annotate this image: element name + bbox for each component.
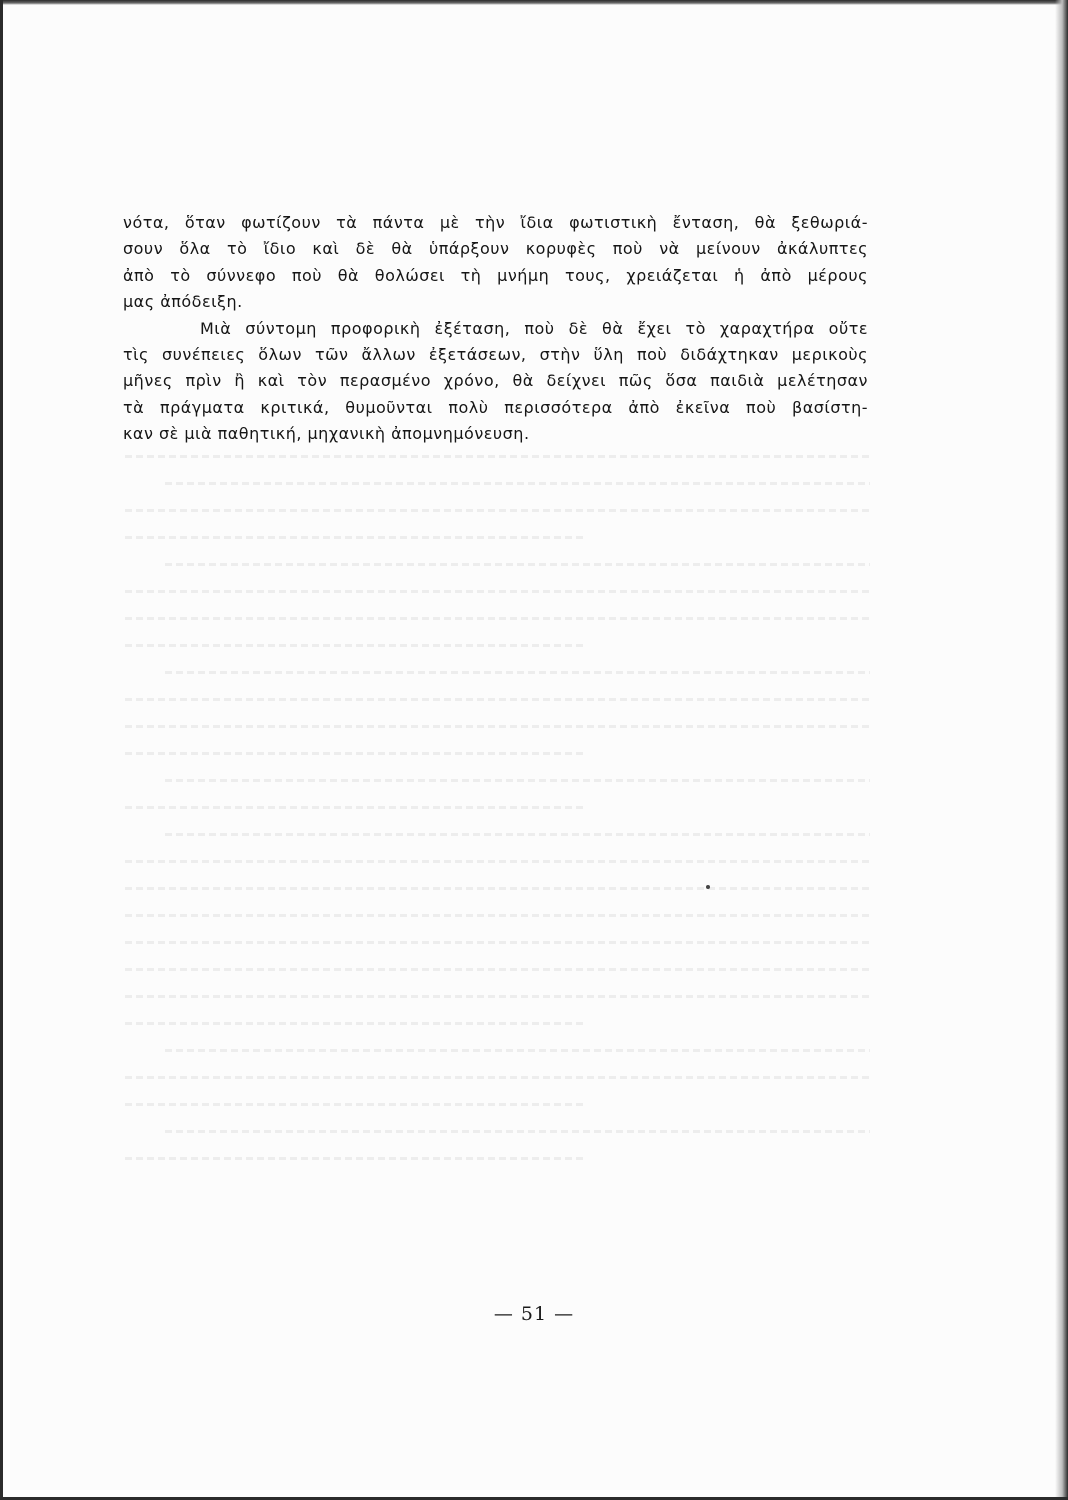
scan-edge-top — [0, 0, 1068, 5]
text-line: καν σὲ μιὰ παθητική, μηχανικὴ ἀπομνημόνευση. — [123, 424, 530, 444]
scan-edge-right — [1055, 0, 1068, 1500]
page-number: — 51 — — [493, 1303, 575, 1325]
ink-speck — [706, 885, 710, 889]
paragraph-1 — [123, 210, 868, 316]
text-line: μας ἀπόδειξη. — [123, 292, 243, 312]
text-line: μῆνες πρὶν ἢ καὶ τὸν περασμένο χρόνο, θὰ δείχνει πῶς ὅσα παιδιὰ μελέτησαν — [123, 371, 868, 391]
body-text — [123, 210, 868, 448]
text-line: νότα, ὅταν φωτίζουν τὰ πάντα μὲ τὴν ἴδια φωτιστικὴ ἔνταση, θὰ ξεθωριά- — [123, 213, 868, 232]
text-line: ἀπὸ τὸ σύννεφο ποὺ θὰ θολώσει τὴ μνήμη τους, χρειάζεται ἡ ἀπὸ μέρους — [123, 265, 868, 285]
scan-edge-left — [0, 0, 3, 1500]
paragraph-2 — [123, 316, 868, 448]
text-line: Μιὰ σύντομη προφορικὴ ἐξέταση, ποὺ δὲ θὰ ἔχει τὸ χαραχτήρα οὔτε — [200, 318, 868, 338]
bleed-through-texture — [125, 455, 870, 1184]
text-line: τὰ πράγματα κριτικά, θυμοῦνται πολὺ περισσότερα ἀπὸ ἐκεῖνα ποὺ βασίστη- — [123, 397, 868, 417]
text-line: σουν ὅλα τὸ ἴδιο καὶ δὲ θὰ ὑπάρξουν κορυφὲς ποὺ νὰ μείνουν ἀκάλυπτες — [123, 239, 868, 259]
text-line: τὶς συνέπειες ὅλων τῶν ἄλλων ἐξετάσεων, στὴν ὕλη ποὺ διδάχτηκαν μερικοὺς — [123, 344, 868, 364]
